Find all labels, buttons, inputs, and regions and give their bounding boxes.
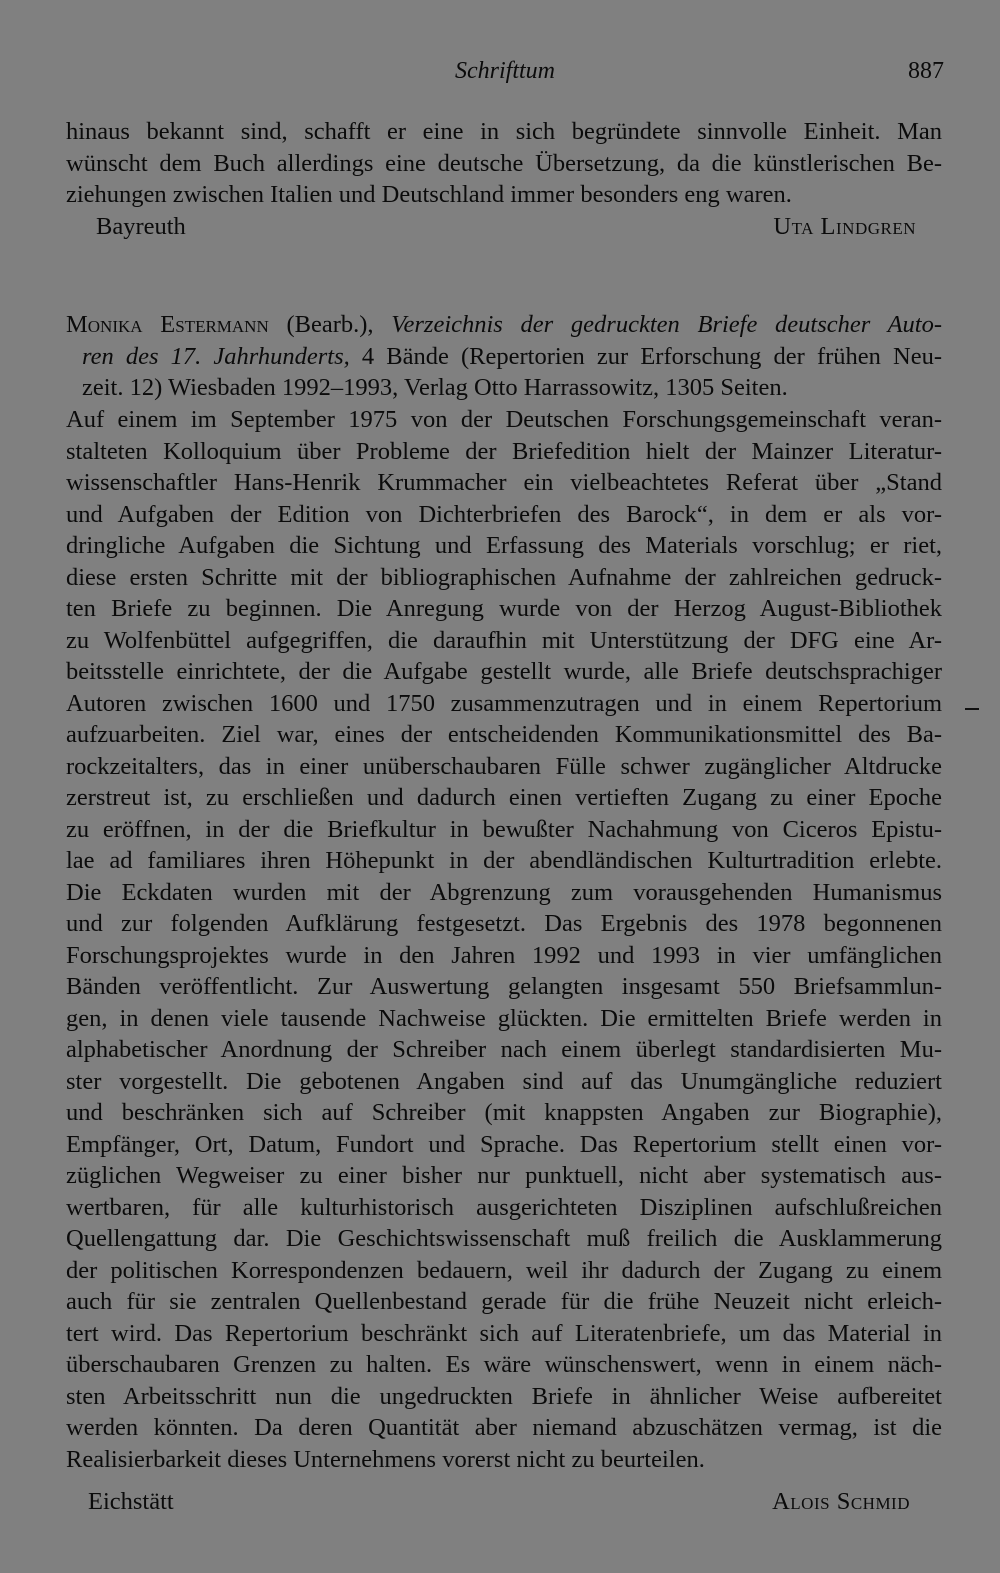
signature-place: Bayreuth (96, 213, 186, 240)
signature-author: Alois Schmid (772, 1488, 910, 1515)
text-line: Empfänger, Ort, Datum, Fundort und Sprache. Das Repertorium stellt einen vor- (66, 1130, 942, 1158)
text-line: werden könnten. Da deren Quantität aber niemand abzuschätzen vermag, ist die (66, 1414, 942, 1441)
review-citation (66, 309, 942, 404)
citation-author: Monika Estermann (66, 311, 269, 338)
text-line: Autoren zwischen 1600 und 1750 zusammenzutragen und in einem Repertorium (66, 689, 942, 717)
text-line: überschaubaren Grenzen zu halten. Es wäre wünschenswert, wenn in einem näch- (66, 1351, 942, 1378)
review-body (66, 404, 942, 1475)
text-line: wertbaren, für alle kulturhistorisch ausgerichteten Disziplinen aufschlußreichen (66, 1193, 942, 1221)
signature-place: Eichstätt (88, 1488, 174, 1515)
text-line: dringliche Aufgaben die Sichtung und Erfassung des Materials vorschlug; er riet, (66, 532, 942, 559)
text-line: wünscht dem Buch allerdings eine deutsche Übersetzung, da die künstlerischen Be- (66, 149, 942, 177)
text-line: sten Arbeitsschritt nun die ungedruckten Briefe in ähnlicher Weise aufbereitet (66, 1382, 942, 1410)
citation-details: 4 Bände (Repertorien zur Erforschung der frühen Neu- (349, 342, 943, 370)
running-head (0, 54, 1000, 88)
citation-title: Verzeichnis der gedruckten Briefe deutscher Auto- (391, 311, 943, 338)
citation-title-continued: ren des 17. Jahrhunderts, (82, 342, 350, 370)
text-line: gen, in denen viele tausende Nachweise glückten. Die ermittelten Briefe werden in (66, 1004, 942, 1032)
text-line: lae ad familiares ihren Höhepunkt in der abendländischen Kulturtradition erlebte. (66, 847, 942, 874)
text-line: der politischen Korrespondenzen bedauern, weil ihr dadurch der Zugang zu einem (66, 1256, 942, 1284)
running-title: Schrifttum (455, 58, 555, 84)
text-line: ster vorgestellt. Die gebotenen Angaben sind auf das Unumgängliche reduziert (66, 1067, 942, 1095)
text-line: stalteten Kolloquium über Probleme der Briefedition hielt der Mainzer Literatur- (66, 437, 942, 465)
text-line: Quellengattung dar. Die Geschichtswissenschaft muß freilich die Ausklammerung (66, 1225, 942, 1252)
text-line: aufzuarbeiten. Ziel war, eines der entscheidenden Kommunikationsmittel des Ba- (66, 721, 942, 748)
text-line: züglichen Wegweiser zu einer bisher nur punktuell, nicht aber systematisch aus- (66, 1162, 942, 1189)
text-line: Die Eckdaten wurden mit der Abgrenzung zum vorausgehenden Humanismus (66, 878, 942, 906)
text-line: auch für sie zentralen Quellenbestand gerade für die frühe Neuzeit nicht erleich- (66, 1288, 942, 1315)
text-line: Realisierbarkeit dieses Unternehmens vorerst nicht zu beurteilen. (66, 1445, 705, 1473)
margin-mark (965, 708, 979, 710)
text-line: Forschungsprojektes wurde in den Jahren 1992 und 1993 in vier umfänglichen (66, 941, 942, 969)
previous-review-text (66, 116, 942, 211)
text-line: und zur folgenden Aufklärung festgesetzt. Das Ergebnis des 1978 begonnenen (66, 910, 942, 937)
text-line: diese ersten Schritte mit der bibliographischen Aufnahme der zahlreichen gedruck- (66, 563, 942, 591)
text-line: beitsstelle einrichtete, der die Aufgabe gestellt wurde, alle Briefe deutschsprachiger (66, 658, 942, 685)
text-line: zu Wolfenbüttel aufgegriffen, die daraufhin mit Unterstützung der DFG eine Ar- (66, 626, 942, 654)
page-number: 887 (908, 58, 944, 84)
text-line: ziehungen zwischen Italien und Deutschland immer besonders eng waren. (66, 181, 792, 208)
text-line: hinaus bekannt sind, schafft er eine in sich begründete sinnvolle Einheit. Man (66, 118, 942, 145)
text-line: zerstreut ist, zu erschließen und dadurch einen vertieften Zugang zu einer Epoche (66, 784, 942, 811)
text-line: ten Briefe zu beginnen. Die Anregung wurde von der Herzog August-Bibliothek (66, 595, 942, 622)
text-line: und Aufgaben der Edition von Dichterbriefen des Barock“, in dem er als vor- (66, 500, 942, 528)
text-line: und beschränken sich auf Schreiber (mit knappsten Angaben zur Biographie), (66, 1099, 942, 1126)
text-line: Bänden veröffentlicht. Zur Auswertung gelangten insgesamt 550 Briefsammlun- (66, 973, 942, 1000)
citation-role: (Bearb.), (268, 311, 392, 338)
review-signature (0, 1486, 1000, 1518)
text-line: zu eröffnen, in der die Briefkultur in bewußter Nachahmung von Ciceros Epistu- (66, 815, 942, 843)
citation-publication: zeit. 12) Wiesbaden 1992–1993, Verlag Otto Harrassowitz, 1305 Seiten. (82, 374, 788, 401)
text-line: rockzeitalters, das in einer unüberschaubaren Fülle schwer zugänglicher Altdrucke (66, 752, 942, 780)
previous-review-signature (0, 211, 1000, 243)
signature-author: Uta Lindgren (773, 213, 916, 240)
text-line: wissenschaftler Hans-Henrik Krummacher ein vielbeachtetes Referat über „Stand (66, 469, 942, 496)
text-line: Auf einem im September 1975 von der Deutschen Forschungsgemeinschaft veran- (66, 406, 942, 433)
text-line: tert wird. Das Repertorium beschränkt sich auf Literatenbriefe, um das Material in (66, 1319, 942, 1347)
text-line: alphabetischer Anordnung der Schreiber nach einem überlegt standardisierten Mu- (66, 1036, 942, 1063)
